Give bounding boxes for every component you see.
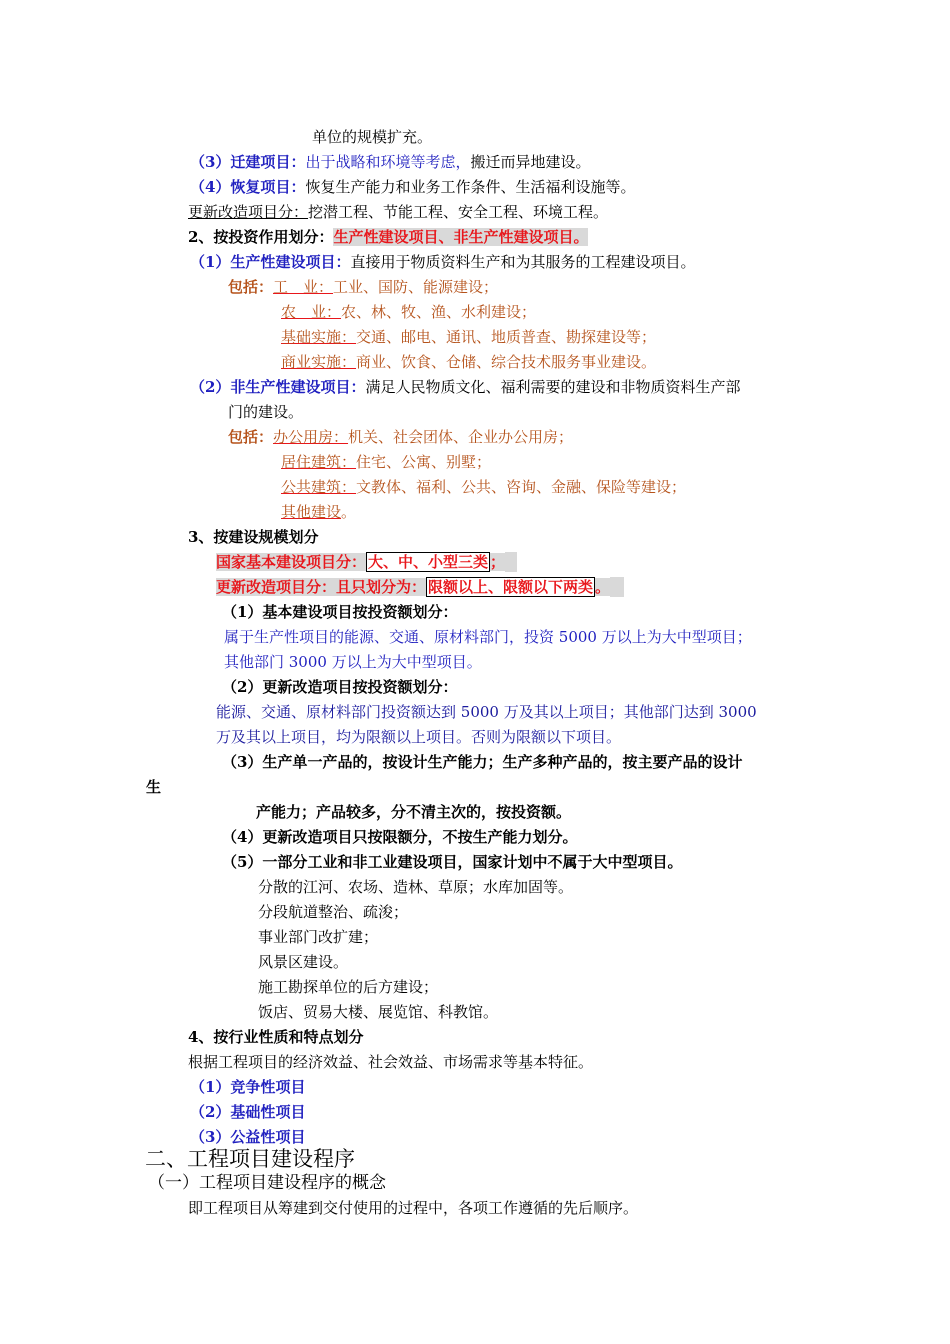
text-line	[224, 652, 482, 672]
text-line	[190, 377, 740, 397]
item-label: （1）生产性建设项目：	[190, 253, 351, 271]
line-text: （3）生产单一产品的，按设计生产能力；生产多种产品的，按主要产品的设计	[222, 753, 743, 771]
text-line	[188, 227, 588, 247]
item-text: 工业、国防、能源建设；	[333, 278, 499, 296]
line-text: 风景区建设。	[258, 953, 349, 971]
text-line	[216, 702, 757, 722]
item-label: （4）恢复项目：	[190, 178, 306, 196]
text-line	[258, 927, 378, 947]
item-label: （3）公益性项目	[190, 1128, 306, 1146]
text-line	[188, 202, 608, 222]
line-text: 能源、交通、原材料部门投资额达到 5000 万及其以上项目；其他部门达到 3000	[216, 703, 757, 721]
highlight-fill	[505, 552, 517, 572]
text-line	[281, 452, 491, 472]
text-line	[222, 827, 577, 847]
text-line	[222, 602, 457, 622]
heading-text: （一）工程项目建设程序的概念	[148, 1173, 386, 1193]
line-text: （5）一部分工业和非工业建设项目，国家计划中不属于大中型项目。	[222, 853, 683, 871]
item-text: 。	[341, 503, 357, 521]
text-line	[188, 1052, 593, 1072]
item-text: 直接用于物质资料生产和为其服务的工程建设项目。	[350, 253, 696, 271]
text-line	[188, 1027, 363, 1047]
text-line	[228, 402, 303, 422]
item-label: 办公用房：	[273, 428, 349, 446]
text-line	[188, 1198, 638, 1218]
text-line	[228, 427, 573, 447]
text-line	[258, 902, 408, 922]
text-line	[222, 852, 682, 872]
text-line	[190, 252, 695, 272]
text-line	[188, 527, 318, 547]
text-line	[146, 777, 161, 797]
text-line	[224, 627, 752, 647]
line-text: 单位的规模扩充。	[312, 128, 433, 146]
item-label: 商业实施：	[281, 353, 357, 371]
text-line	[258, 877, 573, 897]
line-text: 饭店、贸易大楼、展览馆、科教馆。	[258, 1003, 499, 1021]
item-text: 出于战略和环境等考虑，	[305, 153, 471, 171]
highlight-text: 国家基本建设项目分：	[216, 553, 367, 571]
item-label: （1）竞争性项目	[190, 1078, 306, 1096]
section-heading: 3、按建设规模划分	[188, 528, 319, 546]
line-text: 施工勘探单位的后方建设；	[258, 978, 439, 996]
highlight-text: ；	[490, 553, 506, 571]
item-text: 农、林、牧、渔、水利建设；	[341, 303, 537, 321]
text-line	[258, 977, 438, 997]
text-line	[190, 1102, 305, 1122]
text-line	[190, 1127, 305, 1147]
highlight-fill	[610, 577, 624, 597]
line-text: 其他部门 3000 万以上为大中型项目。	[224, 653, 482, 671]
text-line	[216, 577, 624, 597]
line-text: 分段航道整治、疏浚；	[258, 903, 409, 921]
line-text: 事业部门改扩建；	[258, 928, 379, 946]
line-text: 生	[146, 778, 162, 796]
heading-text: 二、工程项目建设程序	[145, 1147, 355, 1171]
chapter-heading	[145, 1146, 355, 1172]
text-line	[228, 277, 498, 297]
item-label: （3）迁建项目：	[190, 153, 306, 171]
item-text: 挖潜工程、节能工程、安全工程、环境工程。	[308, 203, 609, 221]
text-line	[281, 327, 656, 347]
text-line	[190, 152, 590, 172]
item-text: 交通、邮电、通讯、地质普查、勘探建设等；	[356, 328, 657, 346]
item-label: 工 业：	[273, 278, 334, 296]
text-line	[256, 802, 571, 822]
item-label: 更新改造项目分：	[188, 203, 309, 221]
section-heading: 4、按行业性质和特点划分	[188, 1028, 364, 1046]
line-text: 根据工程项目的经济效益、社会效益、市场需求等基本特征。	[188, 1053, 594, 1071]
line-text: 分散的江河、农场、造林、草原；水库加固等。	[258, 878, 574, 896]
line-text: 万及其以上项目，均为限额以上项目。否则为限额以下项目。	[216, 728, 622, 746]
text-line	[222, 677, 457, 697]
boxed-text: 限额以上、限额以下两类	[428, 578, 594, 596]
line-text: 门的建设。	[228, 403, 304, 421]
item-text: 住宅、公寓、别墅；	[356, 453, 492, 471]
item-label: （2）非生产性建设项目：	[190, 378, 366, 396]
line-text: 属于生产性项目的能源、交通、原材料部门，投资 5000 万以上为大中型项目；	[224, 628, 752, 646]
sub-heading: （2）更新改造项目按投资额划分：	[222, 678, 458, 696]
text-line	[190, 177, 635, 197]
item-text: 恢复生产能力和业务工作条件、生活福利设施等。	[305, 178, 636, 196]
line-text: 产能力；产品较多，分不清主次的，按投资额。	[256, 803, 572, 821]
text-line	[222, 752, 742, 772]
text-line	[190, 1077, 305, 1097]
section-heading: 2、按投资作用划分：	[188, 228, 334, 246]
item-label: （2）基础性项目	[190, 1103, 306, 1121]
item-label: 农 业：	[281, 303, 342, 321]
line-text: 即工程项目从筹建到交付使用的过程中，各项工作遵循的先后顺序。	[188, 1199, 639, 1217]
item-label: 基础实施：	[281, 328, 357, 346]
text-line	[216, 552, 517, 572]
item-label: 包括：	[228, 428, 274, 446]
boxed-text: 大、中、小型三类	[368, 553, 489, 571]
section-heading	[148, 1172, 386, 1194]
line-text: （4）更新改造项目只按限额分，不按生产能力划分。	[222, 828, 578, 846]
text-line	[281, 302, 536, 322]
text-line	[281, 502, 356, 522]
item-label: 居住建筑：	[281, 453, 357, 471]
sub-heading: （1）基本建设项目按投资额划分：	[222, 603, 458, 621]
item-label: 公共建筑：	[281, 478, 357, 496]
item-text: 满足人民物质文化、福利需要的建设和非物质资料生产部	[365, 378, 741, 396]
item-text: 机关、社会团体、企业办公用房；	[348, 428, 574, 446]
item-text: 文教体、福利、公共、咨询、金融、保险等建设；	[356, 478, 687, 496]
text-line	[281, 477, 686, 497]
text-line	[258, 1002, 498, 1022]
highlight-text: 。	[595, 578, 611, 596]
item-text: 商业、饮食、仓储、综合技术服务事业建设。	[356, 353, 657, 371]
text-line	[216, 727, 621, 747]
text-line	[258, 952, 348, 972]
item-label: 其他建设	[281, 503, 342, 521]
text-line	[312, 127, 432, 147]
highlight-text: 更新改造项目分：且只划分为：	[216, 578, 427, 596]
text-line	[281, 352, 656, 372]
highlight-text: 生产性建设项目、非生产性建设项目。	[333, 228, 589, 246]
item-label: 包括：	[228, 278, 274, 296]
item-text: 搬迁而异地建设。	[470, 153, 591, 171]
